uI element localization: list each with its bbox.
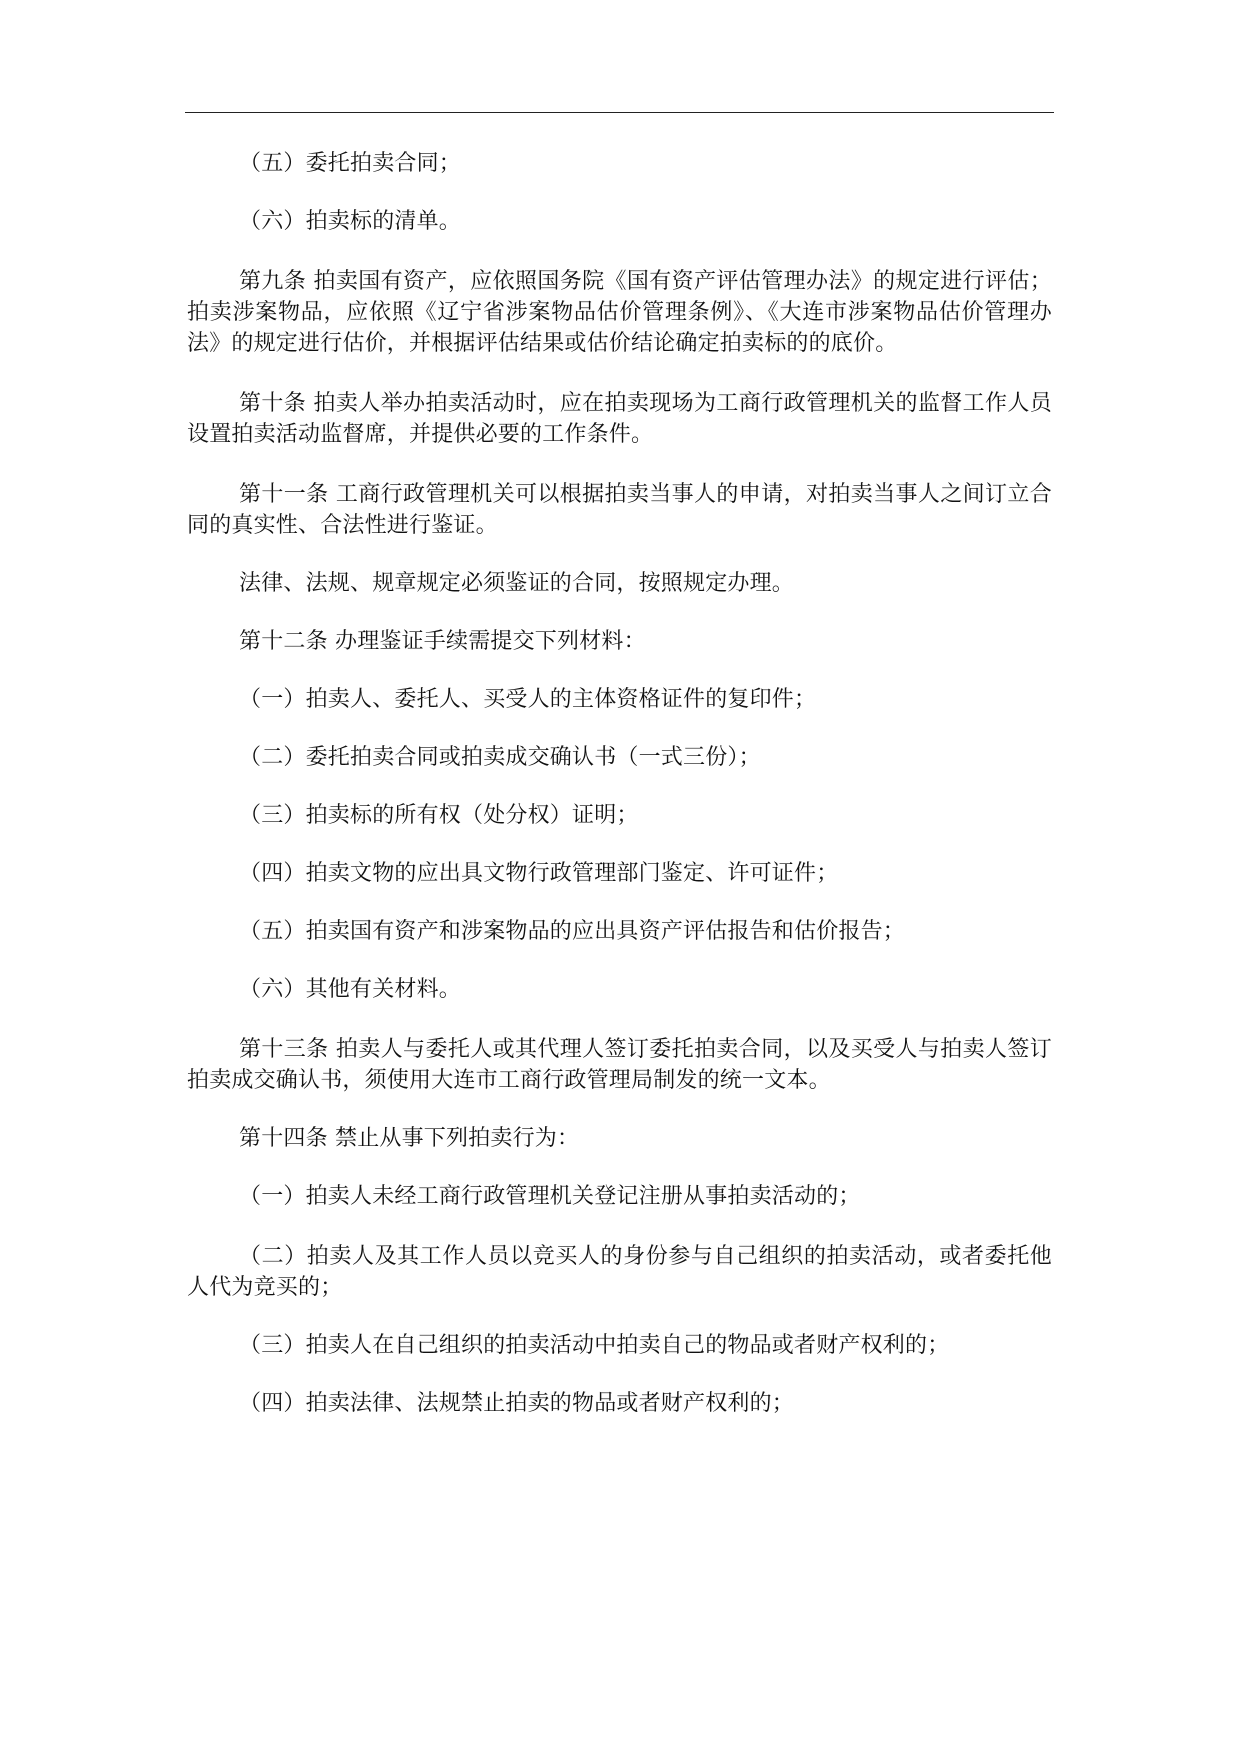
paragraph-article-11-note: 法律、法规、规章规定必须鉴证的合同，按照规定办理。	[239, 571, 795, 596]
paragraph-article-12-item-2: （二）委托拍卖合同或拍卖成交确认书（一式三份）；	[239, 745, 761, 770]
paragraph-article-14-item-3: （三）拍卖人在自己组织的拍卖活动中拍卖自己的物品或者财产权利的；	[239, 1333, 950, 1358]
paragraph-article-12-item-3: （三）拍卖标的所有权（处分权）证明；	[239, 803, 639, 828]
paragraph-item-6-list: （六）拍卖标的清单。	[239, 209, 462, 234]
paragraph-article-9: 第九条 拍卖国有资产，应依照国务院《国有资产评估管理办法》的规定进行评估；拍卖涉案物品，应依照《辽宁省涉案物品估价管理条例》、《大连市涉案物品估价管理办法》的规定进行估价，并根据评估结果或估价结论确定拍卖标的的底价。	[187, 269, 1052, 356]
paragraph-article-12-item-5: （五）拍卖国有资产和涉案物品的应出具资产评估报告和估价报告；	[239, 919, 906, 944]
paragraph-article-14-item-1: （一）拍卖人未经工商行政管理机关登记注册从事拍卖活动的；	[239, 1184, 861, 1209]
paragraph-article-12-item-1: （一）拍卖人、委托人、买受人的主体资格证件的复印件；	[239, 687, 817, 712]
paragraph-article-14-item-4: （四）拍卖法律、法规禁止拍卖的物品或者财产权利的；	[239, 1391, 795, 1416]
paragraph-article-12: 第十二条 办理鉴证手续需提交下列材料：	[239, 629, 646, 654]
paragraph-article-11: 第十一条 工商行政管理机关可以根据拍卖当事人的申请，对拍卖当事人之间订立合同的真实性、合法性进行鉴证。	[187, 482, 1052, 538]
paragraph-article-12-item-6: （六）其他有关材料。	[239, 977, 462, 1002]
header-rule	[185, 112, 1054, 113]
paragraph-item-5-contract: （五）委托拍卖合同；	[239, 151, 462, 176]
paragraph-article-13: 第十三条 拍卖人与委托人或其代理人签订委托拍卖合同，以及买受人与拍卖人签订拍卖成交确认书，须使用大连市工商行政管理局制发的统一文本。	[187, 1037, 1052, 1093]
document-body	[187, 148, 1052, 1419]
paragraph-article-10: 第十条 拍卖人举办拍卖活动时，应在拍卖现场为工商行政管理机关的监督工作人员设置拍卖活动监督席，并提供必要的工作条件。	[187, 391, 1052, 447]
paragraph-article-14: 第十四条 禁止从事下列拍卖行为：	[239, 1126, 580, 1151]
paragraph-article-12-item-4: （四）拍卖文物的应出具文物行政管理部门鉴定、许可证件；	[239, 861, 839, 886]
paragraph-article-14-item-2: （二）拍卖人及其工作人员以竞买人的身份参与自己组织的拍卖活动，或者委托他人代为竞买的；	[187, 1244, 1052, 1300]
